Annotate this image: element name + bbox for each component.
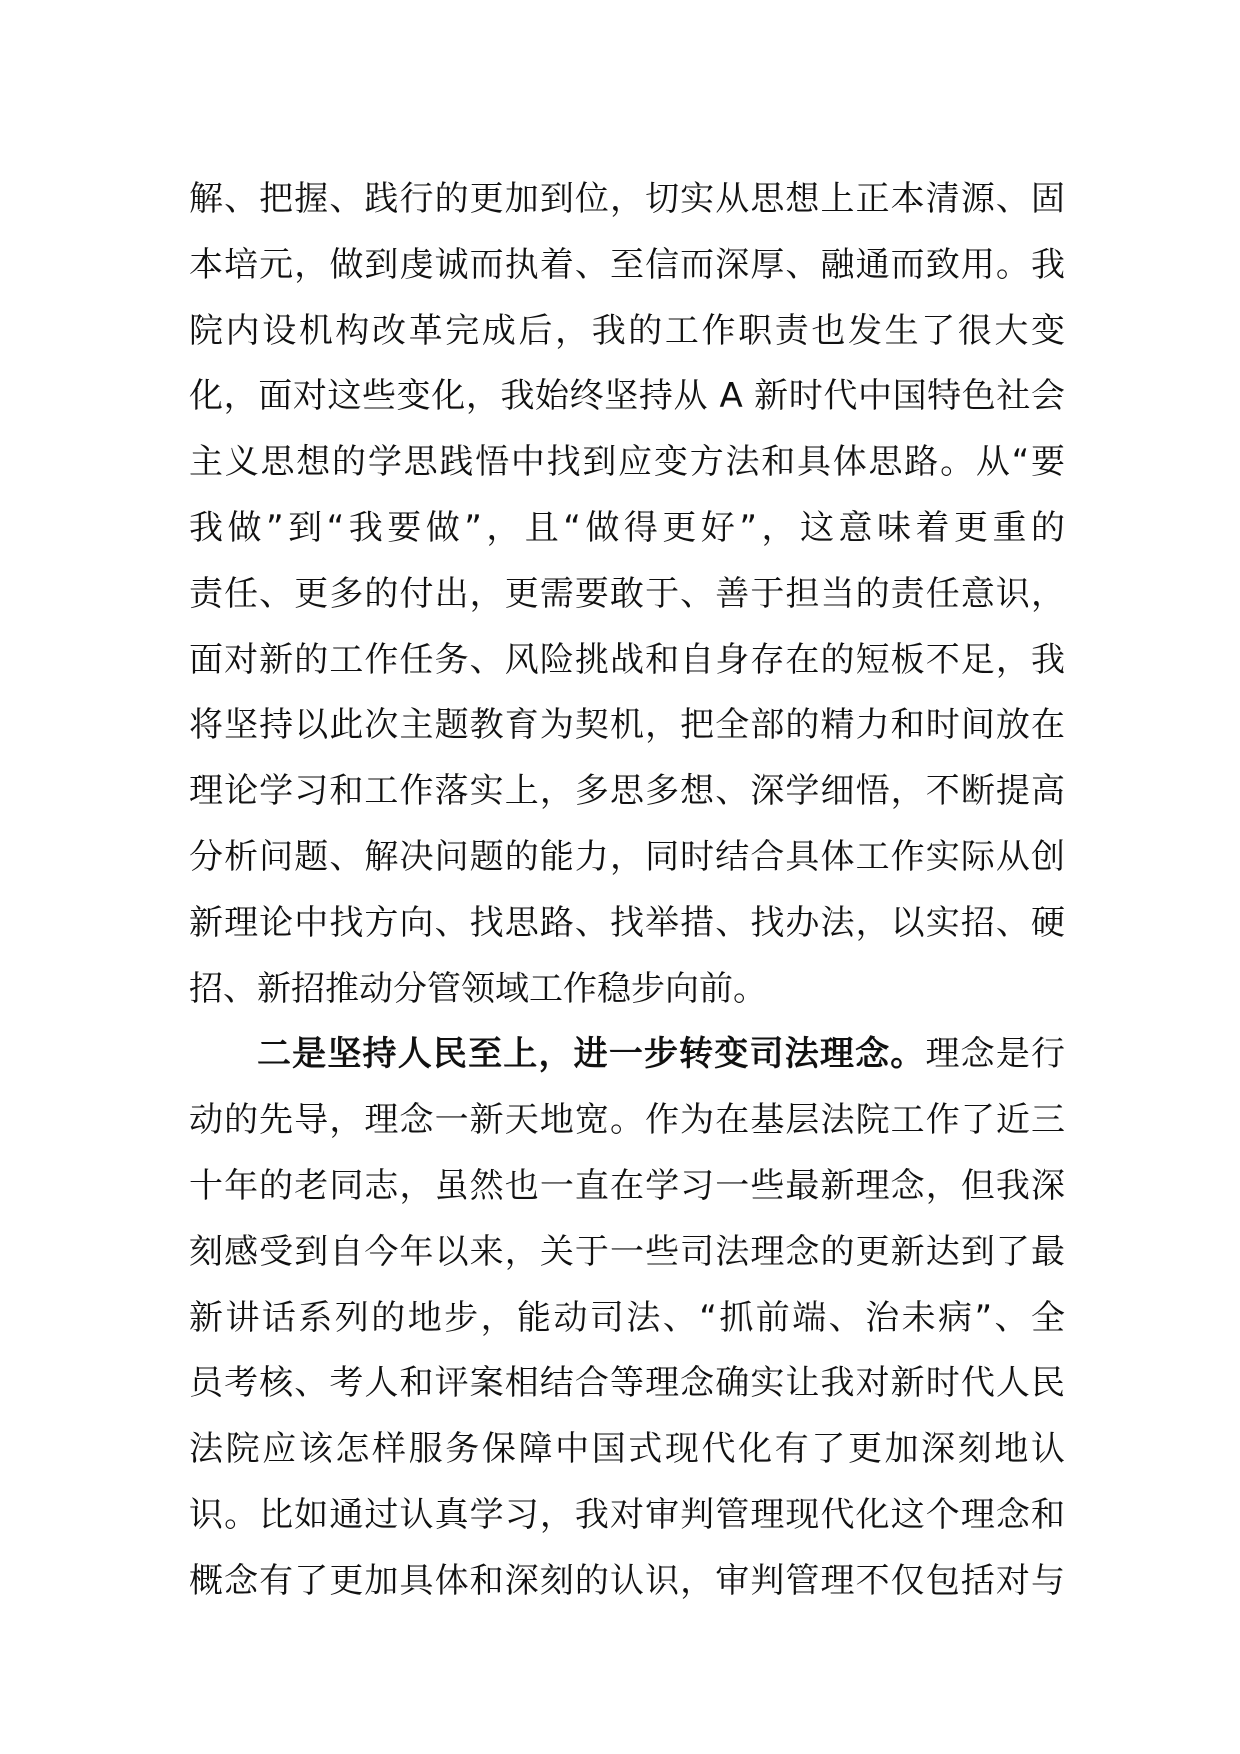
text-line: 我做”到“我要做”，且“做得更好”，这意味着更重的 bbox=[189, 507, 1065, 548]
text-line: 面对新的工作任务、风险挑战和自身存在的短板不足，我 bbox=[189, 639, 1065, 680]
text-line: 院内设机构改革完成后，我的工作职责也发生了很大变 bbox=[189, 310, 1065, 351]
document-body bbox=[189, 167, 1065, 1615]
text-line: 十年的老同志，虽然也一直在学习一些最新理念，但我深 bbox=[189, 1165, 1065, 1206]
text-line: 主义思想的学思践悟中找到应变方法和具体思路。从“要 bbox=[189, 442, 1065, 483]
text-line: 本培元，做到虔诚而执着、至信而深厚、融通而致用。我 bbox=[189, 244, 1065, 285]
text-line: 动的先导，理念一新天地宽。作为在基层法院工作了近三 bbox=[189, 1100, 1065, 1141]
text-line: 理论学习和工作落实上，多思多想、深学细悟，不断提高 bbox=[189, 771, 1065, 812]
text-line: 化，面对这些变化，我始终坚持从 A 新时代中国特色社会 bbox=[189, 376, 1065, 417]
text-line: 分析问题、解决问题的能力，同时结合具体工作实际从创 bbox=[189, 836, 1065, 877]
text-line: 新理论中找方向、找思路、找举措、找办法，以实招、硬 bbox=[189, 902, 1065, 943]
text-line: 识。比如通过认真学习，我对审判管理现代化这个理念和 bbox=[189, 1494, 1065, 1535]
text-line bbox=[189, 1022, 1065, 1088]
paragraph-heading: 二是坚持人民至上，进一步转变司法理念。 bbox=[257, 1034, 926, 1075]
text-line: 新讲话系列的地步，能动司法、“抓前端、治未病”、全 bbox=[189, 1297, 1065, 1338]
text-line: 招、新招推动分管领域工作稳步向前。 bbox=[189, 968, 767, 1009]
text-line: 刻感受到自今年以来，关于一些司法理念的更新达到了最 bbox=[189, 1231, 1065, 1272]
text-line: 责任、更多的付出，更需要敢于、善于担当的责任意识， bbox=[189, 573, 1065, 614]
text-line: 解、把握、践行的更加到位，切实从思想上正本清源、固 bbox=[189, 179, 1065, 219]
paragraph-1 bbox=[189, 167, 1065, 1022]
paragraph-text: 理念是行 bbox=[925, 1034, 1065, 1075]
text-line: 概念有了更加具体和深刻的认识，审判管理不仅包括对与 bbox=[189, 1560, 1065, 1601]
paragraph-2 bbox=[189, 1022, 1065, 1614]
text-line: 将坚持以此次主题教育为契机，把全部的精力和时间放在 bbox=[189, 705, 1065, 746]
text-line: 法院应该怎样服务保障中国式现代化有了更加深刻地认 bbox=[189, 1429, 1065, 1470]
text-line: 员考核、考人和评案相结合等理念确实让我对新时代人民 bbox=[189, 1363, 1065, 1404]
